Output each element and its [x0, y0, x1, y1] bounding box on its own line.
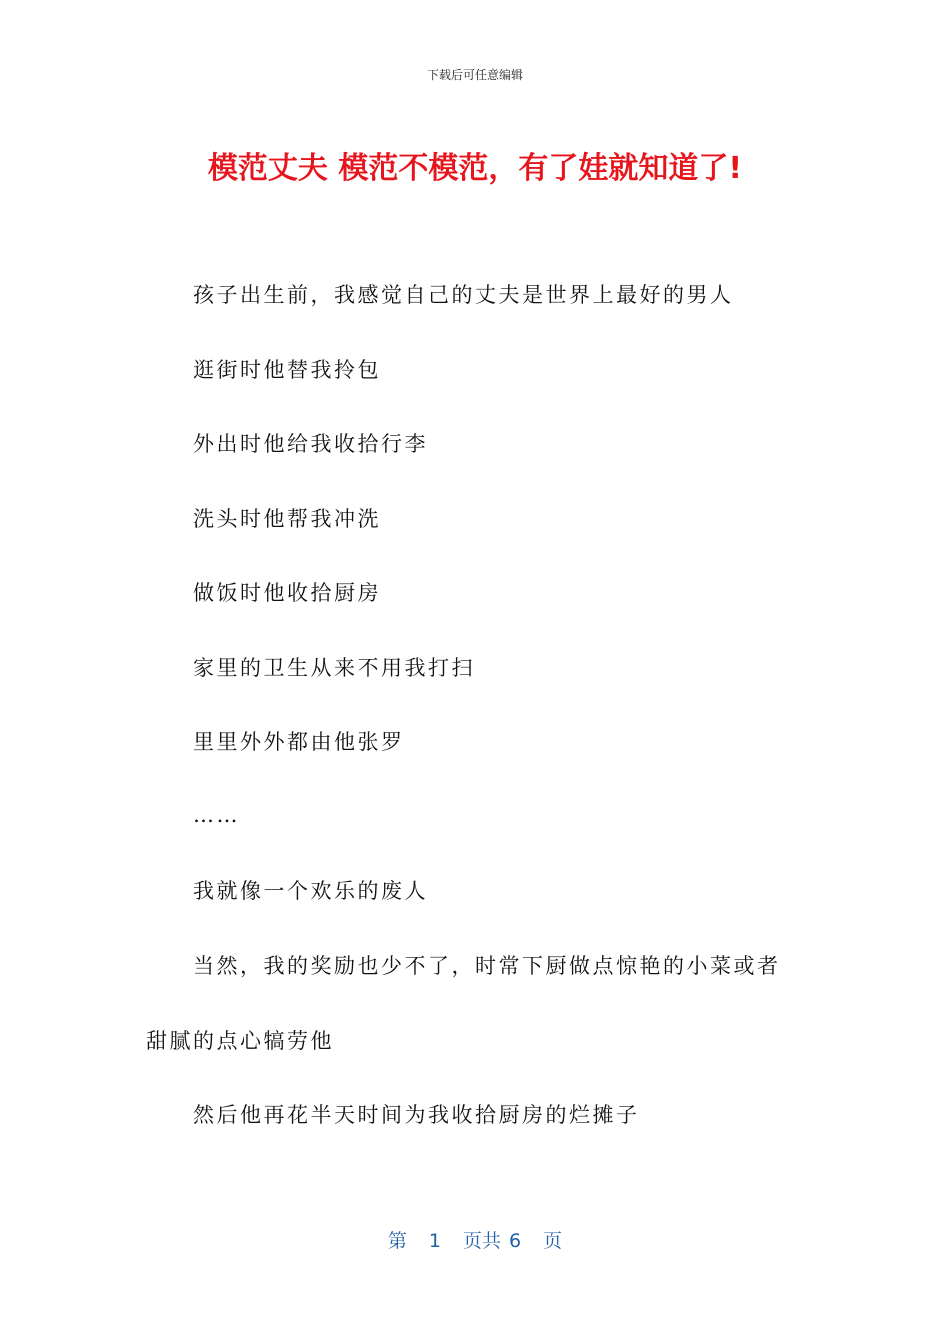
footer-middle: 页共 [462, 1230, 501, 1252]
paragraph: 外出时他给我收拾行李 [193, 432, 428, 456]
paragraph: 逛街时他替我拎包 [193, 358, 381, 382]
paragraph: 孩子出生前，我感觉自己的丈夫是世界上最好的男人 [193, 283, 734, 307]
paragraph: 然后他再花半天时间为我收拾厨房的烂摊子 [193, 1103, 640, 1127]
footer-prefix: 第 [387, 1230, 407, 1252]
document-title: 模范丈夫 模范不模范，有了娃就知道了! [207, 151, 743, 186]
ellipsis-paragraph: …… [193, 803, 240, 827]
footer-suffix: 页 [543, 1230, 563, 1252]
footer-total-pages: 6 [509, 1230, 522, 1252]
paragraph-continuation: 甜腻的点心犒劳他 [146, 1029, 334, 1053]
footer-page-number: 1 [428, 1230, 441, 1252]
header-note: 下载后可任意编辑 [426, 68, 523, 82]
paragraph: 洗头时他帮我冲洗 [193, 507, 381, 531]
paragraph: 当然，我的奖励也少不了，时常下厨做点惊艳的小菜或者 [193, 954, 781, 978]
paragraph: 做饭时他收拾厨房 [193, 581, 381, 605]
paragraph: 里里外外都由他张罗 [193, 730, 405, 754]
paragraph: 家里的卫生从来不用我打扫 [193, 656, 475, 680]
paragraph: 我就像一个欢乐的废人 [193, 879, 428, 903]
page-footer [0, 1226, 950, 1253]
